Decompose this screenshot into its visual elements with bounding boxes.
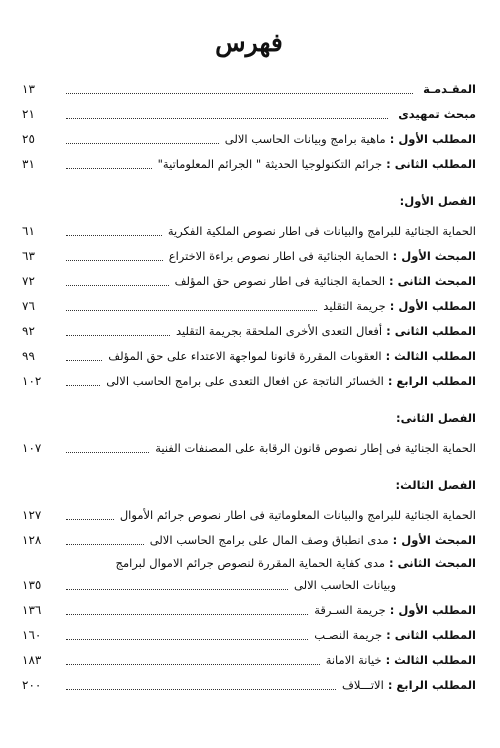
toc-entry[interactable] [22,528,476,553]
toc-entry[interactable] [22,127,476,152]
dot-leader [66,638,308,640]
toc-entry[interactable] [22,573,476,598]
entry-text: الحماية الجنائية فى إطار نصوص قانون الرقابة على المصنفات الفنية [155,441,476,455]
page-number: ٩٩ [22,349,35,363]
toc-entry[interactable] [22,648,476,673]
dot-leader [66,384,100,386]
page-number: ١٠٧ [22,441,42,455]
entry-label: مبحث تمهيدى [398,107,476,121]
dot-leader [66,663,320,665]
toc-entry-first-line [22,553,476,573]
entry-label: المطلب الثالث : [385,349,476,363]
entry-text: جريمة السـرقة [314,603,386,617]
entry-label: المطلب الثانى : [386,628,476,642]
page-number: ٦١ [22,224,35,238]
page-number: ٢٥ [22,132,35,146]
entry-text: مدى كفاية الحماية المقررة لنصوص جرائم الاموال لبرامج [115,556,386,570]
entry-label: المبحث الثانى : [389,556,476,570]
entry-text: الحماية الجنائية فى اطار نصوص حق المؤلف [174,274,386,288]
page-number: ١٠٢ [22,374,42,388]
entry-text: الحماية الجنائية للبرامج والبيانات المعلوماتية فى اطار نصوص جرائم الأموال [119,508,476,522]
page-number: ١٣٦ [22,603,42,617]
page-number: ١٣٥ [22,578,42,592]
section-gap [22,461,476,475]
entry-label: المطلب الأول : [389,299,476,313]
entry-text: ماهية برامج وبيانات الحاسب الالى [224,132,386,146]
dot-leader [66,334,170,336]
entry-text: العقوبات المقررة قانونا لمواجهة الاعتداء على حق المؤلف [108,349,382,363]
toc-entry[interactable] [22,77,476,102]
chapter-heading: الفصل الثالث: [395,478,476,492]
toc-entry[interactable] [22,152,476,177]
heading-gap [22,495,476,503]
dot-leader [66,309,317,311]
toc-entry[interactable] [22,294,476,319]
section-gap [22,394,476,408]
dot-leader [66,359,102,361]
toc-entry[interactable] [22,344,476,369]
page-number: ١٢٨ [22,533,42,547]
page-title: فهرس [215,28,283,57]
page-number: ٢٠٠ [22,678,42,692]
entry-text: مدى انطباق وصف المال على برامج الحاسب الالى [149,533,389,547]
entry-label: المقـدمـة [423,82,476,96]
entry-text: الاتـــلاف [341,678,384,692]
heading-gap [22,428,476,436]
toc-entry[interactable] [22,319,476,344]
dot-leader [66,234,162,236]
entry-text: جريمة التقليد [323,299,386,313]
toc-entry[interactable] [22,102,476,127]
page-number: ٢١ [22,107,35,121]
toc-entry[interactable] [22,436,476,461]
entry-text: الحماية الجنائية فى اطار نصوص براءة الاختراع [168,249,389,263]
entry-text: الحماية الجنائية للبرامج والبيانات فى اطار نصوص الملكية الفكرية [167,224,476,238]
entry-label: المطلب الثالث : [385,653,476,667]
entry-label: المطلب الثانى : [386,324,476,338]
entry-text: أفعال التعدى الأخرى الملحقة بجريمة التقليد [175,324,383,338]
dot-leader [66,451,149,453]
page-number: ١٦٠ [22,628,42,642]
chapter-heading: الفصل الأول: [399,194,476,208]
toc-entry[interactable] [22,598,476,623]
entry-text: جريمة النصـب [314,628,383,642]
entry-label: المطلب الرابع : [387,678,476,692]
entry-label: المطلب الأول : [389,132,476,146]
entry-label: المبحث الأول : [392,249,476,263]
dot-leader [66,259,163,261]
toc-entry[interactable] [22,503,476,528]
toc-entry[interactable] [22,244,476,269]
toc-entry[interactable] [22,369,476,394]
entry-continuation-text: وبيانات الحاسب الالى [294,578,396,592]
page-number: ١٣ [22,82,35,96]
entry-text: الخسائر الناتجة عن افعال التعدى على برامج الحاسب الالى [106,374,384,388]
chapter-heading: الفصل الثانى: [396,411,476,425]
page-number: ٩٢ [22,324,35,338]
page-number: ١٨٣ [22,653,42,667]
entry-label: المبحث الأول : [392,533,476,547]
dot-leader [66,613,308,615]
entry-label: المبحث الثانى : [389,274,476,288]
entry-text: خيانة الامانة [325,653,382,667]
toc-entry[interactable] [22,623,476,648]
page-number: ٧٦ [22,299,35,313]
entry-text: جرائم التكنولوجيا الحديثة " الجرائم المعلوماتية" [157,157,383,171]
dot-leader [66,92,413,94]
section-gap [22,177,476,191]
page-number: ٦٣ [22,249,35,263]
dot-leader [66,117,388,119]
dot-leader [66,588,288,590]
dot-leader [66,167,152,169]
page-number: ١٢٧ [22,508,42,522]
entry-label: المطلب الرابع : [387,374,476,388]
dot-leader [66,518,114,520]
page-number: ٧٢ [22,274,35,288]
entry-label: المطلب الأول : [389,603,476,617]
toc-entry[interactable] [22,673,476,698]
toc-entry[interactable] [22,219,476,244]
dot-leader [66,543,144,545]
dot-leader [66,688,336,690]
toc-entry[interactable] [22,269,476,294]
dot-leader [66,284,169,286]
page-number: ٣١ [22,157,35,171]
heading-gap [22,211,476,219]
dot-leader [66,142,219,144]
entry-label: المطلب الثانى : [386,157,476,171]
table-of-contents [22,77,476,698]
